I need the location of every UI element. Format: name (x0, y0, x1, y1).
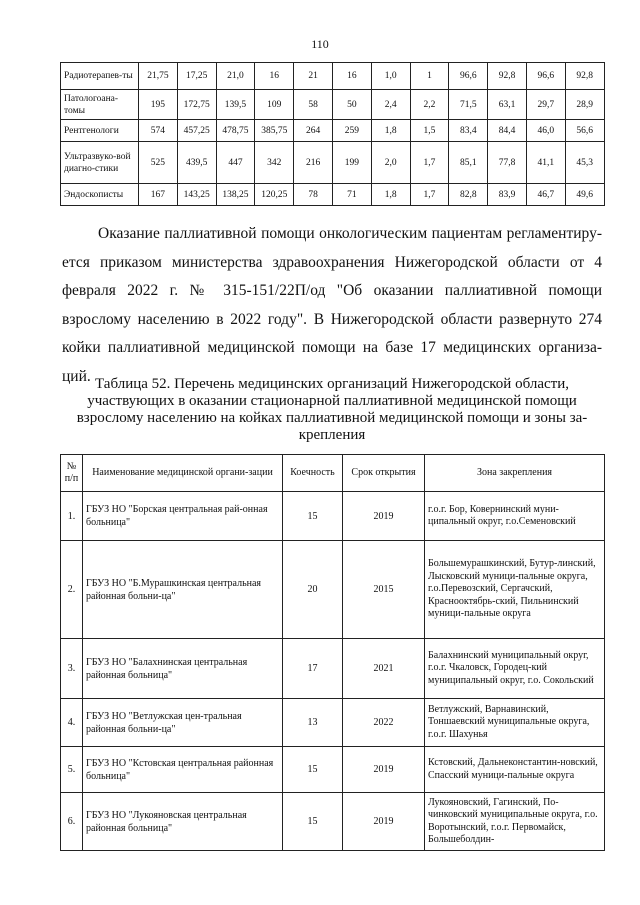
table-row (61, 184, 605, 206)
cell-beds: 15 (283, 492, 343, 541)
cell: 41,1 (526, 142, 565, 184)
cell-num: 5. (61, 747, 83, 793)
cell: 71 (332, 184, 371, 206)
table-row (61, 747, 605, 793)
cell: 92,8 (565, 63, 604, 90)
cell-zone: Ветлужский, Варнавинский, Тоншаевский муниципальные округа, г.о.г. Шахунья (425, 699, 605, 747)
cell-name: ГБУЗ НО "Борская центральная рай-онная больница" (83, 492, 283, 541)
cell: 457,25 (177, 120, 216, 142)
table-row (61, 541, 605, 639)
cell: 574 (139, 120, 178, 142)
cell-zone: Кстовский, Дальнеконстантин-новский, Спасский муници-пальные округа (425, 747, 605, 793)
cell: 139,5 (216, 90, 255, 120)
cell: 1,8 (371, 184, 410, 206)
cell-opened: 2019 (343, 747, 425, 793)
cell: 78 (294, 184, 333, 206)
cell: 216 (294, 142, 333, 184)
table-caption: Таблица 52. Перечень медицинских организаций Нижегородской области, участвующих в оказании стационарной паллиативной медицинской помощи взрослому населению на койках паллиативной медицинской помощи и зоны за-крепления (76, 376, 588, 443)
cell: 1 (410, 63, 449, 90)
cell: 28,9 (565, 90, 604, 120)
cell: 109 (255, 90, 294, 120)
cell-opened: 2019 (343, 492, 425, 541)
cell-num: 1. (61, 492, 83, 541)
row-name: Рентгенологи (61, 120, 139, 142)
cell: 342 (255, 142, 294, 184)
table-row (61, 699, 605, 747)
cell-beds: 17 (283, 639, 343, 699)
cell: 120,25 (255, 184, 294, 206)
cell-num: 4. (61, 699, 83, 747)
header-opened: Срок открытия (343, 455, 425, 492)
cell: 56,6 (565, 120, 604, 142)
row-name: Эндоскописты (61, 184, 139, 206)
cell: 46,0 (526, 120, 565, 142)
table-row (61, 142, 605, 184)
cell: 46,7 (526, 184, 565, 206)
table-header-row (61, 455, 605, 492)
cell-beds: 20 (283, 541, 343, 639)
cell: 16 (332, 63, 371, 90)
row-name: Патологоана-томы (61, 90, 139, 120)
table-row (61, 120, 605, 142)
cell-num: 2. (61, 541, 83, 639)
cell-zone: Балахнинский муниципальный округ, г.о.г. Чкаловск, Городец-кий муниципальный округ, г.о. Сокольский (425, 639, 605, 699)
cell: 21,0 (216, 63, 255, 90)
cell-opened: 2019 (343, 793, 425, 851)
cell: 1,7 (410, 184, 449, 206)
cell: 84,4 (488, 120, 527, 142)
organizations-table (60, 454, 605, 851)
cell: 447 (216, 142, 255, 184)
cell: 50 (332, 90, 371, 120)
cell: 82,8 (449, 184, 488, 206)
cell: 16 (255, 63, 294, 90)
table-row (61, 90, 605, 120)
cell: 92,8 (488, 63, 527, 90)
cell: 2,2 (410, 90, 449, 120)
cell: 172,75 (177, 90, 216, 120)
cell: 264 (294, 120, 333, 142)
cell: 49,6 (565, 184, 604, 206)
cell: 17,25 (177, 63, 216, 90)
cell-name: ГБУЗ НО "Балахнинская центральная районная больница" (83, 639, 283, 699)
cell-beds: 15 (283, 793, 343, 851)
row-name: Радиотерапев-ты (61, 63, 139, 90)
cell: 1,7 (410, 142, 449, 184)
table-row (61, 63, 605, 90)
cell-beds: 15 (283, 747, 343, 793)
cell: 96,6 (449, 63, 488, 90)
cell: 83,4 (449, 120, 488, 142)
cell-opened: 2022 (343, 699, 425, 747)
cell-name: ГБУЗ НО "Б.Мурашкинская центральная районная больни-ца" (83, 541, 283, 639)
cell: 96,6 (526, 63, 565, 90)
cell: 21 (294, 63, 333, 90)
row-name: Ультразвуко-вой диагно-стики (61, 142, 139, 184)
cell-name: ГБУЗ НО "Кстовская центральная районная больница" (83, 747, 283, 793)
cell-beds: 13 (283, 699, 343, 747)
cell: 77,8 (488, 142, 527, 184)
cell: 63,1 (488, 90, 527, 120)
cell: 1,8 (371, 120, 410, 142)
cell-zone: г.о.г. Бор, Ковернинский муни-ципальный округ, г.о.Семеновский (425, 492, 605, 541)
cell: 259 (332, 120, 371, 142)
cell-num: 6. (61, 793, 83, 851)
cell: 478,75 (216, 120, 255, 142)
cell: 439,5 (177, 142, 216, 184)
cell: 1,0 (371, 63, 410, 90)
cell: 71,5 (449, 90, 488, 120)
cell-num: 3. (61, 639, 83, 699)
cell: 58 (294, 90, 333, 120)
cell: 45,3 (565, 142, 604, 184)
cell-zone: Большемурашкинский, Бутур-линский, Лысковский муници-пальные округа, г.о.Перевозский, Сергачский, Краснооктябрь-ский, Пильнинский муници-пальные округа (425, 541, 605, 639)
cell: 2,0 (371, 142, 410, 184)
cell: 525 (139, 142, 178, 184)
cell: 2,4 (371, 90, 410, 120)
header-num: № п/п (61, 455, 83, 492)
cell-zone: Лукояновский, Гагинский, По-чинковский муниципальные округа, г.о. Воротынский, г.о.г. Первомайск, Большеболдин- (425, 793, 605, 851)
header-zone: Зона закрепления (425, 455, 605, 492)
cell-opened: 2021 (343, 639, 425, 699)
cell: 199 (332, 142, 371, 184)
cell: 167 (139, 184, 178, 206)
cell: 385,75 (255, 120, 294, 142)
cell-opened: 2015 (343, 541, 425, 639)
cell: 143,25 (177, 184, 216, 206)
cell: 29,7 (526, 90, 565, 120)
table-row (61, 793, 605, 851)
page-number: 110 (311, 37, 329, 51)
cell: 21,75 (139, 63, 178, 90)
cell: 83,9 (488, 184, 527, 206)
body-paragraph: Оказание паллиативной помощи онкологическим пациентам регламентиру-ется приказом министерства здравоохранения Нижегородской области от 4 февраля 2022 г. № 315-151/22П/од "Об оказании паллиативной помощи взрослому населению в 2022 году". В Нижегородской области развернуто 274 койки паллиативной медицинской помощи на базе 17 медицинских организа-ций. (62, 225, 602, 385)
header-name: Наименование медицинской органи-зации (83, 455, 283, 492)
cell: 195 (139, 90, 178, 120)
cell-name: ГБУЗ НО "Лукояновская центральная районная больница" (83, 793, 283, 851)
table-row (61, 492, 605, 541)
table-row (61, 639, 605, 699)
cell: 138,25 (216, 184, 255, 206)
staff-stats-table (60, 62, 605, 206)
cell-name: ГБУЗ НО "Ветлужская цен-тральная районная больни-ца" (83, 699, 283, 747)
header-beds: Коечность (283, 455, 343, 492)
cell: 85,1 (449, 142, 488, 184)
cell: 1,5 (410, 120, 449, 142)
